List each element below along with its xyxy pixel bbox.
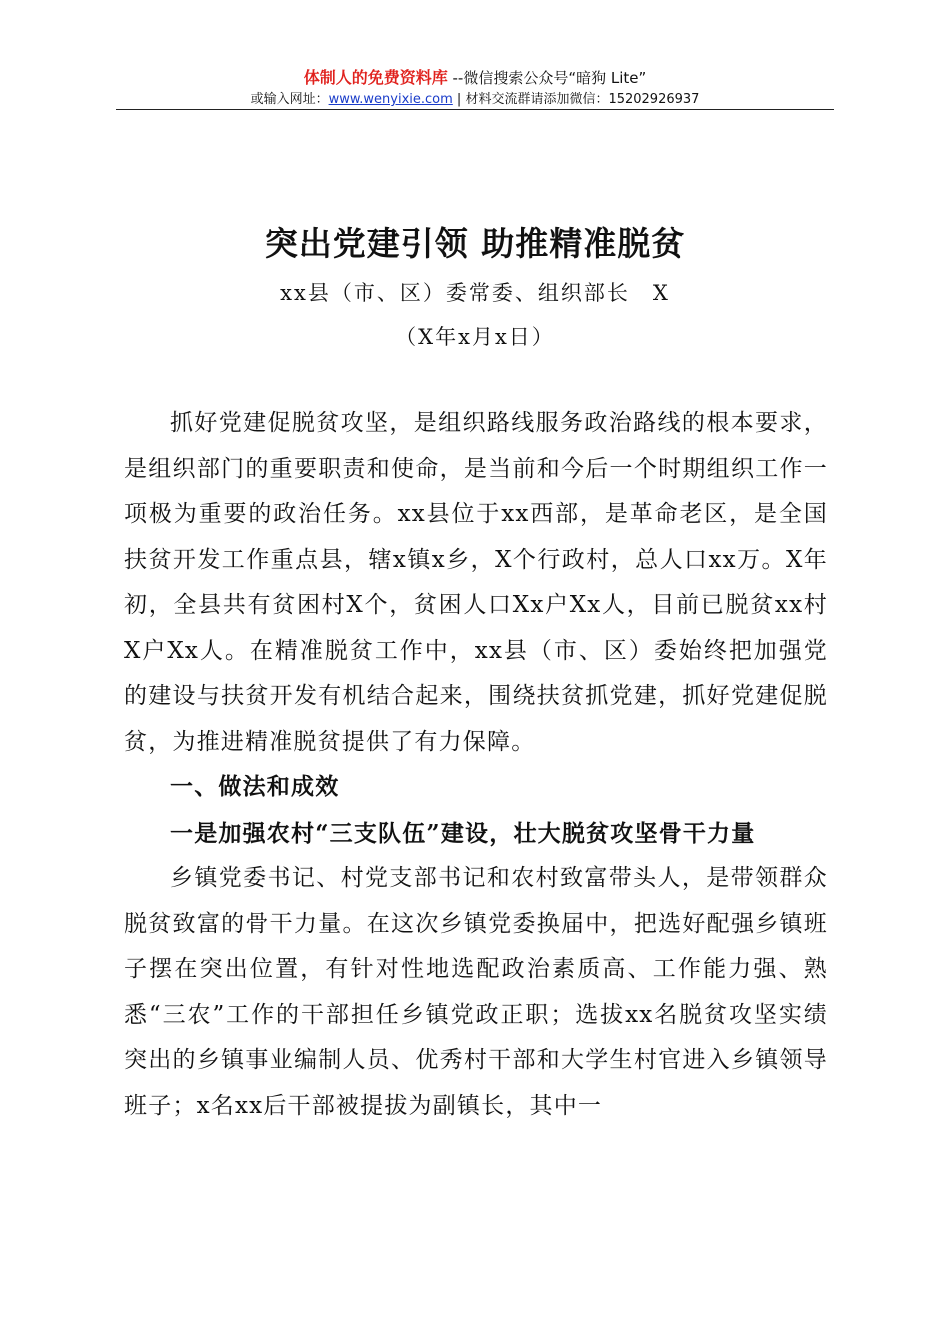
website-link[interactable]: www.wenyixie.com	[328, 92, 453, 107]
subsection-heading: 一是加强农村“三支队伍”建设，壮大脱贫攻坚骨干力量	[170, 819, 756, 847]
header-line-1	[0, 68, 950, 88]
intro-paragraph: 抓好党建促脱贫攻坚，是组织路线服务政治路线的根本要求，是组织部门的重要职责和使命，是当前和今后一个时期组织工作一项极为重要的政治任务。xx县位于xx西部，是革命老区，是全国扶贫开发工作重点县，辖x镇x乡，X个行政村，总人口xx万。X年初，全县共有贫困村X个，贫困人口Xx户Xx人，目前已脱贫xx村X户Xx人。在精准脱贫工作中，xx县（市、区）委始终把加强党的建设与扶贫开发有机结合起来，围绕扶贫抓党建，抓好党建促脱贫，为推进精准脱贫提供了有力保障。	[124, 410, 828, 755]
section-heading: 一、做法和成效	[170, 774, 340, 800]
document-date: （X年x月x日）	[395, 325, 555, 349]
header-divider	[116, 109, 834, 110]
header-line-2	[0, 90, 950, 110]
header-line2-suffix: | 材料交流群请添加微信：15202926937	[452, 92, 700, 107]
document-body	[124, 401, 828, 1129]
header-brand: 体制人的免费资料库	[303, 68, 448, 87]
page-header	[0, 68, 950, 110]
header-line2-prefix: 或输入网址：	[250, 92, 329, 107]
document-author: xx县（市、区）委常委、组织部长 X	[280, 281, 670, 305]
document-title: 突出党建引领 助推精准脱贫	[264, 224, 686, 263]
body-paragraph: 乡镇党委书记、村党支部书记和农村致富带头人，是带领群众脱贫致富的骨干力量。在这次乡镇党委换届中，把选好配强乡镇班子摆在突出位置，有针对性地选配政治素质高、工作能力强、熟悉“三农”工作的干部担任乡镇党政正职；选拔xx名脱贫攻坚实绩突出的乡镇事业编制人员、优秀村干部和大学生村官进入乡镇领导班子；x名xx后干部被提拔为副镇长，其中一	[124, 865, 828, 1119]
header-tagline: --微信搜索公众号“暗狗 Lite”	[447, 69, 647, 87]
